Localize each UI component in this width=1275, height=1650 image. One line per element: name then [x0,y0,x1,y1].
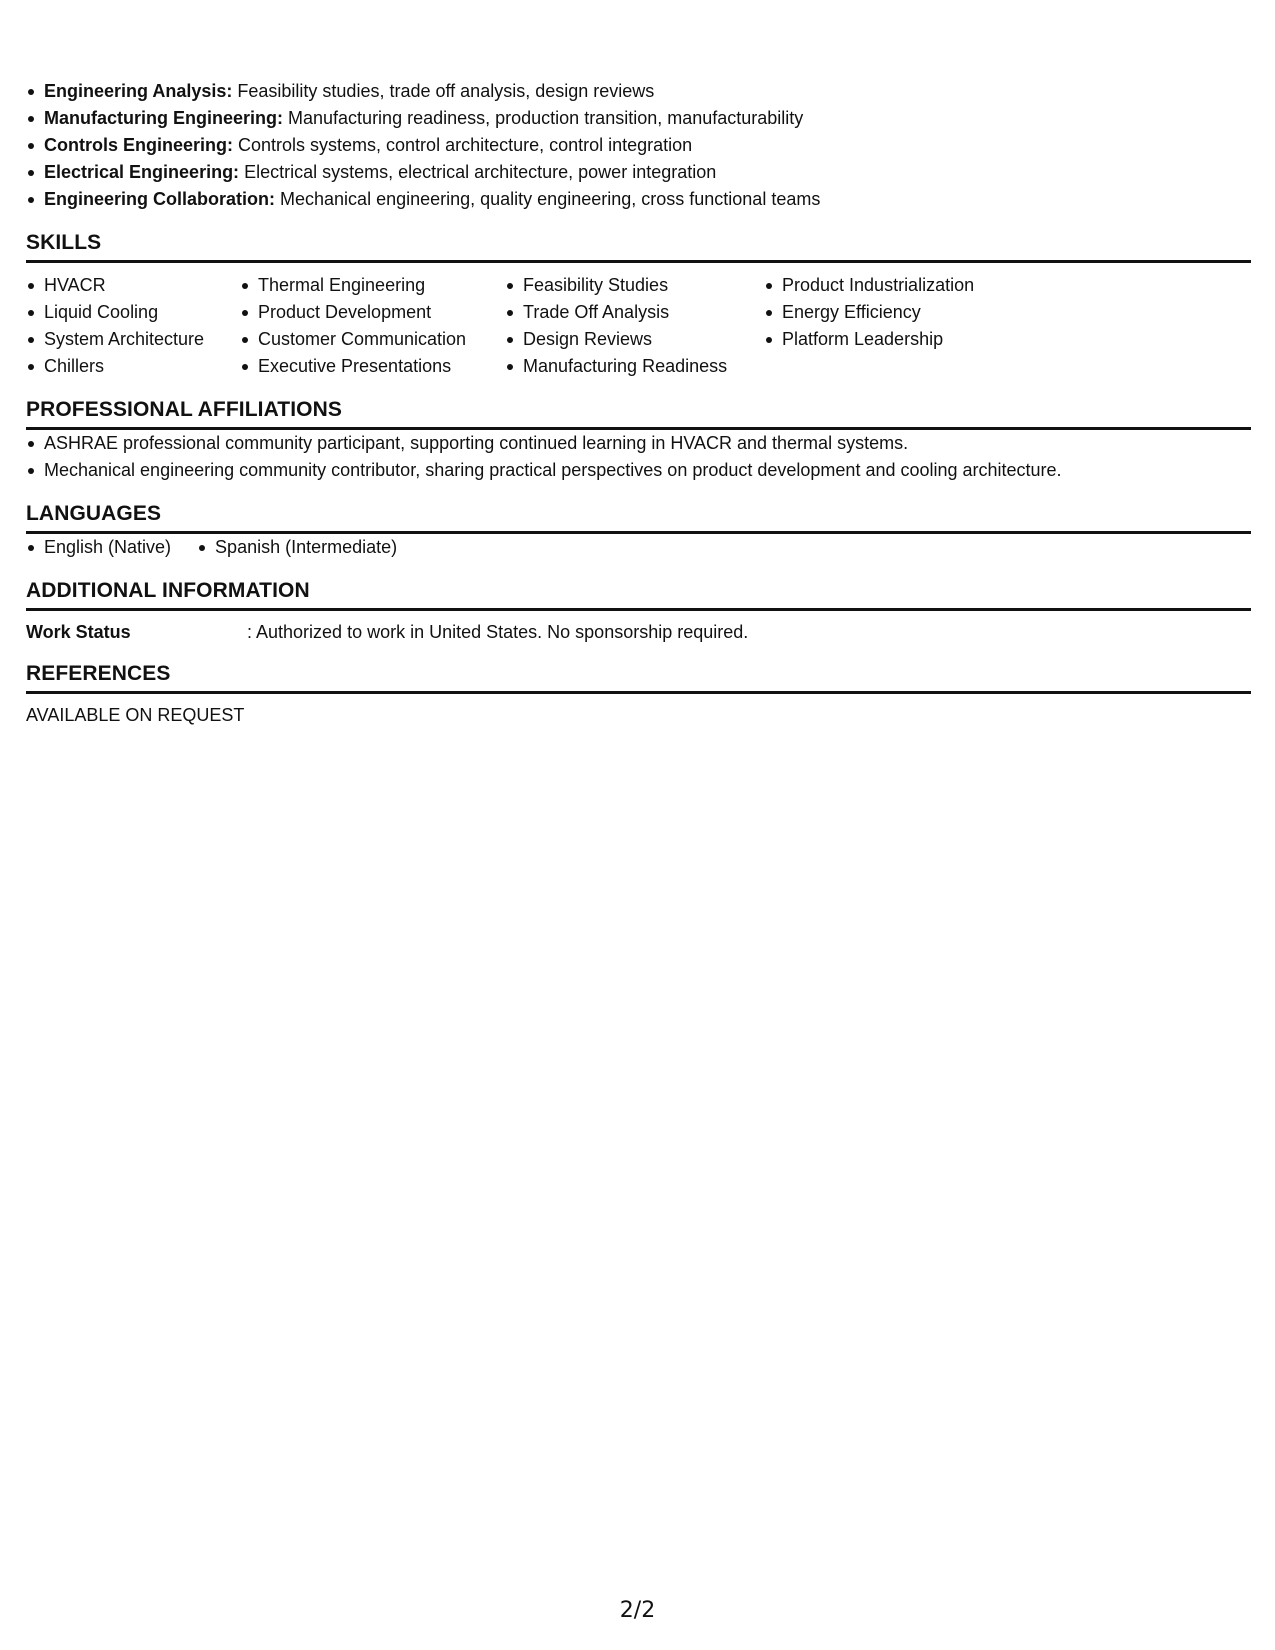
work-status-label: Work Status [26,622,131,642]
skill-item: Feasibility Studies [505,272,764,299]
language-item: Spanish (Intermediate) [197,534,397,561]
additional-information-section [26,577,1251,644]
skill-item: Thermal Engineering [240,272,505,299]
affiliations-heading: PROFESSIONAL AFFILIATIONS [26,396,1251,430]
skill-item: Design Reviews [505,326,764,353]
competency-list [26,78,1251,213]
languages-list [26,534,1251,561]
skills-section [26,229,1251,380]
competency-text: Mechanical engineering, quality engineering, cross functional teams [275,189,821,209]
competency-label: Engineering Collaboration: [44,189,276,209]
affiliation-item: ASHRAE professional community participant, supporting continued learning in HVACR and thermal systems. [26,430,1251,457]
languages-heading: LANGUAGES [26,500,1251,534]
skill-item: System Architecture [26,326,240,353]
competency-text: Manufacturing readiness, production transition, manufacturability [283,108,804,128]
skill-item: Product Development [240,299,505,326]
competency-label: Manufacturing Engineering: [44,108,284,128]
affiliations-section [26,396,1251,484]
competency-item [26,105,1251,132]
language-item: English (Native) [26,534,171,561]
skill-item: Energy Efficiency [764,299,1064,326]
competency-label: Controls Engineering: [44,135,233,155]
competency-label: Electrical Engineering: [44,162,240,182]
skill-item: Platform Leadership [764,326,1064,353]
competency-text: Electrical systems, electrical architecture, power integration [239,162,717,182]
competency-text: Controls systems, control architecture, control integration [233,135,693,155]
additional-information-heading: ADDITIONAL INFORMATION [26,577,1251,611]
work-status-row [26,620,1251,644]
skill-item: Customer Communication [240,326,505,353]
skills-grid [26,272,1251,380]
skill-item: Executive Presentations [240,353,505,380]
resume-page [26,78,1251,727]
competency-item [26,159,1251,186]
competency-label: Engineering Analysis: [44,81,233,101]
skills-heading: SKILLS [26,229,1251,263]
competency-item [26,132,1251,159]
skill-item: Liquid Cooling [26,299,240,326]
work-status-value: : Authorized to work in United States. No sponsorship required. [247,622,749,642]
page-number: 2/2 [619,1598,656,1623]
skills-column [26,272,240,380]
skill-item: Manufacturing Readiness [505,353,764,380]
references-text: AVAILABLE ON REQUEST [26,705,245,725]
affiliation-item: Mechanical engineering community contributor, sharing practical perspectives on product development and cooling architecture. [26,457,1251,484]
skills-column [764,272,1064,380]
competency-text: Feasibility studies, trade off analysis, design reviews [232,81,655,101]
skill-item: HVACR [26,272,240,299]
languages-section [26,500,1251,561]
competency-item [26,78,1251,105]
skills-column [505,272,764,380]
references-heading: REFERENCES [26,660,1251,694]
affiliations-list [26,430,1251,484]
skill-item: Chillers [26,353,240,380]
skill-item: Trade Off Analysis [505,299,764,326]
skill-item: Product Industrialization [764,272,1064,299]
competency-item [26,186,1251,213]
skills-column [240,272,505,380]
references-section [26,660,1251,727]
